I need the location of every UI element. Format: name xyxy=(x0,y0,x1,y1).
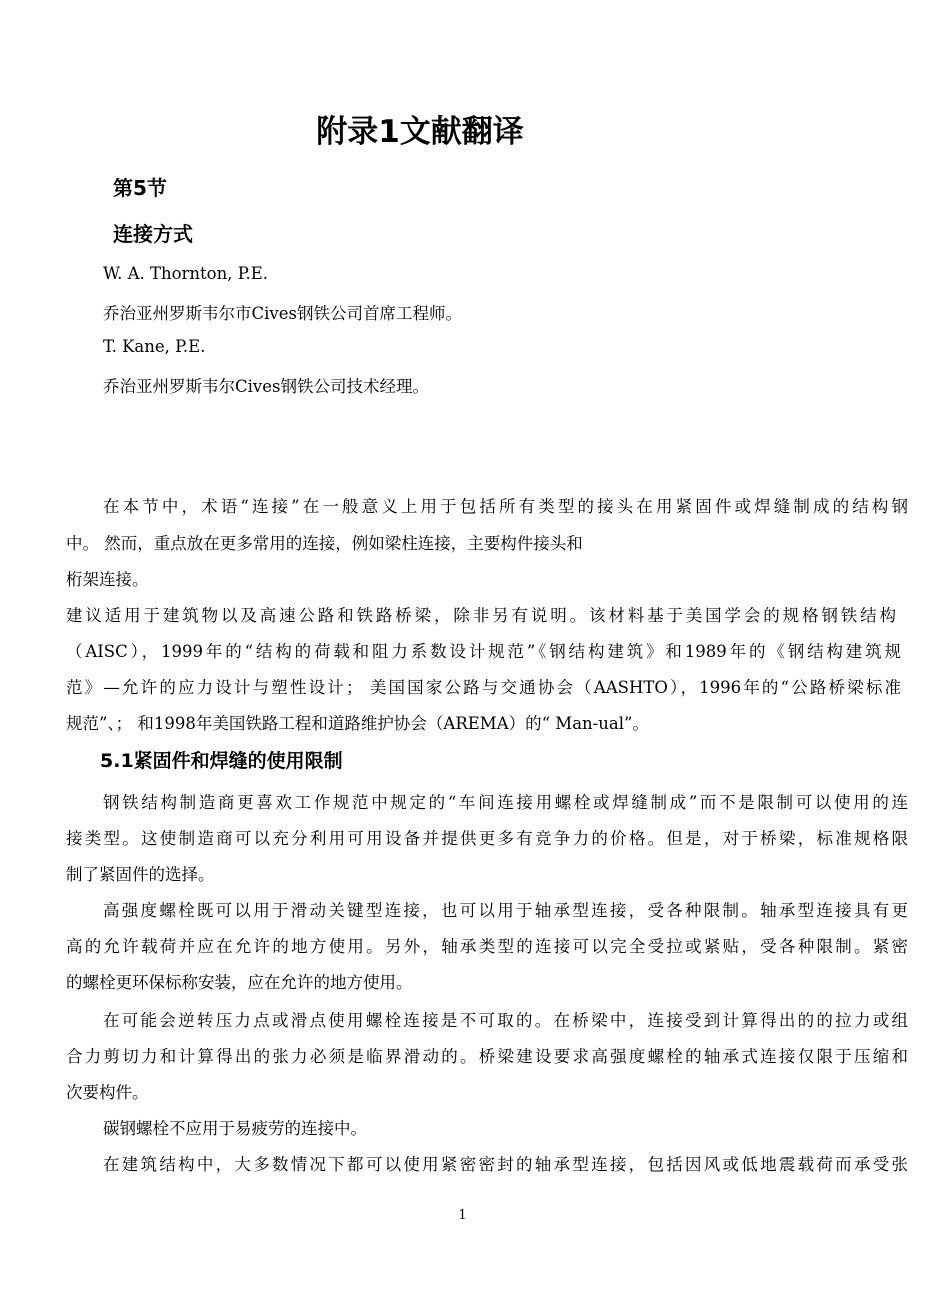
author-name: W. A. Thornton, P.E. xyxy=(103,264,269,283)
paragraph-line: 的螺栓更环保标称安装，应在允许的地方使用。 xyxy=(66,973,413,992)
paragraph-line: 接类型。这使制造商可以充分利用可用设备并提供更多有竞争力的价格。但是，对于桥梁，标准规格限 xyxy=(66,829,908,848)
page-number: 1 xyxy=(458,1208,467,1223)
subsection-title: 5.1紧固件和焊缝的使用限制 xyxy=(100,750,343,772)
paragraph-line: 碳钢螺栓不应用于易疲劳的连接中。 xyxy=(103,1119,367,1138)
paragraph-line: 次要构件。 xyxy=(66,1083,149,1102)
paragraph-line: 合力剪切力和计算得出的张力必须是临界滑动的。桥梁建设要求高强度螺栓的轴承式连接仅限于压缩和 xyxy=(66,1047,908,1066)
paragraph-line: 在可能会逆转压力点或滑点使用螺栓连接是不可取的。在桥梁中，连接受到计算得出的的拉力或组 xyxy=(103,1011,908,1030)
paragraph-line: 规范”、； 和1998年美国铁路工程和道路维护协会（AREMA）的“ Man-ual”。 xyxy=(66,714,649,733)
section-label: 第5节 xyxy=(113,176,167,200)
author-affiliation: 乔治亚州罗斯韦尔市Cives钢铁公司首席工程师。 xyxy=(103,304,462,323)
paragraph-line: 桁架连接。 xyxy=(66,570,149,589)
paragraph-line: 高强度螺栓既可以用于滑动关键型连接，也可以用于轴承型连接，受各种限制。轴承型连接具有更 xyxy=(103,901,908,920)
section-title: 连接方式 xyxy=(113,222,193,246)
paragraph-line: （AISC），1999年的“结构的荷载和阻力系数设计规范”《钢结构建筑》和1989年的《钢结构建筑规 xyxy=(66,642,901,661)
paragraph-line: 在建筑结构中，大多数情况下都可以使用紧密密封的轴承型连接，包括因风或低地震载荷而承受张 xyxy=(103,1155,908,1174)
paragraph-line: 范》—允许的应力设计与塑性设计； 美国国家公路与交通协会（AASHTO），1996年的“公路桥梁标准 xyxy=(66,678,901,697)
paragraph-line: 钢铁结构制造商更喜欢工作规范中规定的“车间连接用螺栓或焊缝制成”而不是限制可以使用的连 xyxy=(103,793,908,812)
paragraph-line: 高的允许载荷并应在允许的地方使用。另外，轴承类型的连接可以完全受拉或紧贴，受各种限制。紧密 xyxy=(66,937,908,956)
paragraph-line: 建议适用于建筑物以及高速公路和铁路桥梁，除非另有说明。该材料基于美国学会的规格钢铁结构 xyxy=(66,606,896,625)
author-affiliation: 乔治亚州罗斯韦尔Cives钢铁公司技术经理。 xyxy=(103,377,429,396)
paragraph-line: 在本节中，术语“连接”在一般意义上用于包括所有类型的接头在用紧固件或焊缝制成的结构钢 xyxy=(103,497,908,516)
author-name: T. Kane, P.E. xyxy=(103,337,206,356)
paragraph-line: 中。 然而，重点放在更多常用的连接，例如梁柱连接，主要构件接头和 xyxy=(66,534,583,553)
paragraph-line: 制了紧固件的选择。 xyxy=(66,865,215,884)
document-title: 附录1文献翻译 xyxy=(316,114,524,150)
